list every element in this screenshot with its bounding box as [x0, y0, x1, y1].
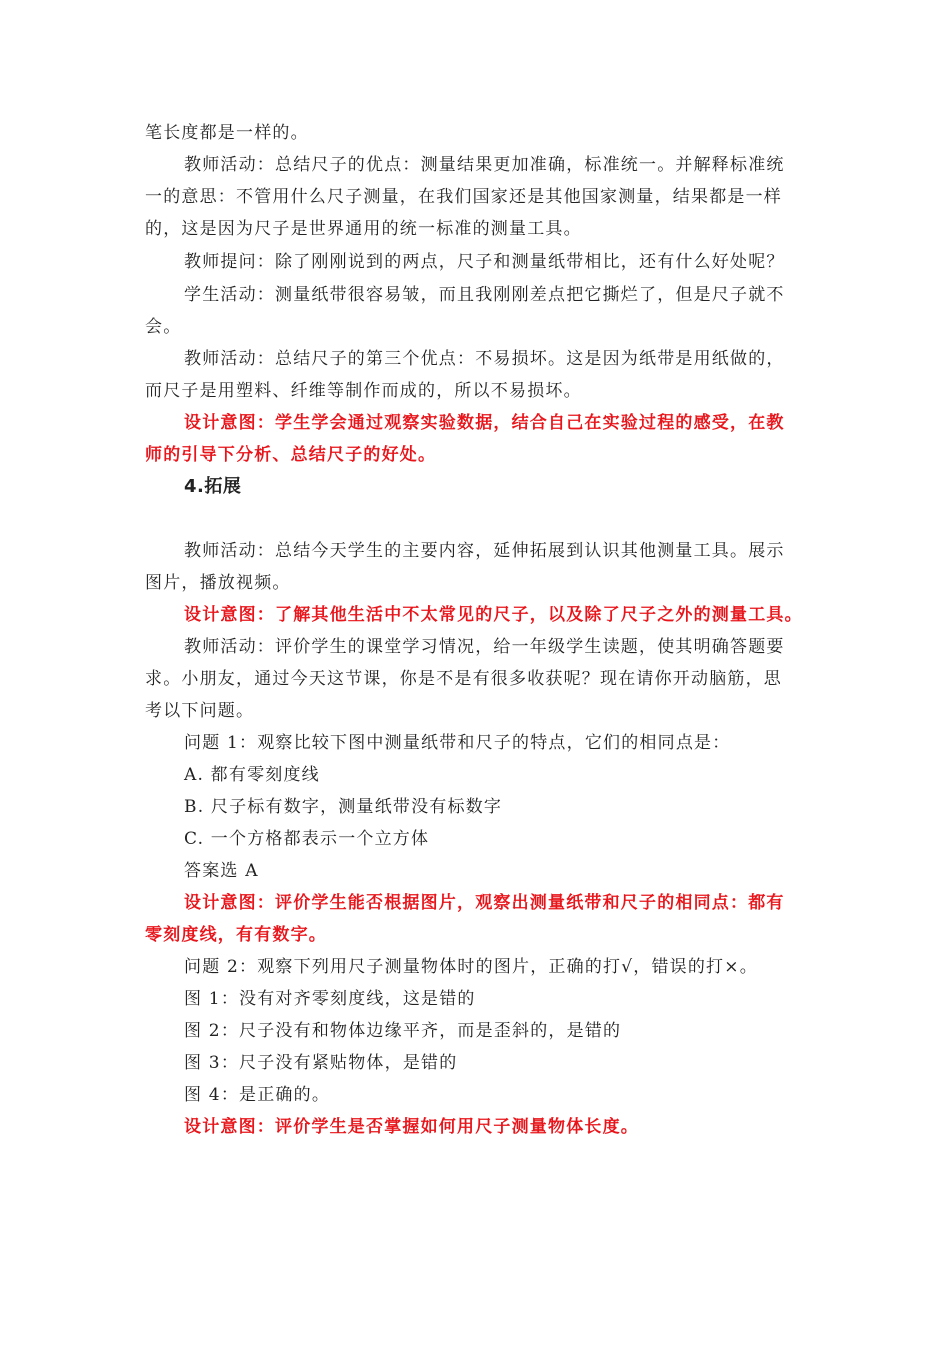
paragraph-line: 考以下问题。	[145, 701, 255, 721]
figure-note-line: 图 4：是正确的。	[184, 1085, 331, 1105]
paragraph-line: 学生活动：测量纸带很容易皱，而且我刚刚差点把它撕烂了，但是尺子就不	[184, 285, 785, 305]
question-line: 问题 2：观察下列用尺子测量物体时的图片，正确的打√，错误的打×。	[184, 957, 758, 977]
paragraph-line: 会。	[145, 317, 182, 337]
paragraph-line: 教师活动：总结今天学生的主要内容，延伸拓展到认识其他测量工具。展示	[184, 541, 785, 561]
design-intent-line: 设计意图：学生学会通过观察实验数据，结合自己在实验过程的感受，在教	[184, 413, 785, 433]
paragraph-line: 教师活动：总结尺子的优点：测量结果更加准确，标准统一。并解释标准统	[184, 155, 785, 175]
question-line: 问题 1：观察比较下图中测量纸带和尺子的特点，它们的相同点是：	[184, 733, 731, 753]
option-b: B. 尺子标有数字，测量纸带没有标数字	[184, 797, 503, 817]
option-a: A. 都有零刻度线	[184, 765, 320, 785]
answer-line: 答案选 A	[184, 861, 259, 881]
figure-note-line: 图 3：尺子没有紧贴物体，是错的	[184, 1053, 458, 1073]
section-heading: 4.拓展	[184, 476, 242, 497]
design-intent-line: 师的引导下分析、总结尺子的好处。	[145, 445, 437, 465]
paragraph-line: 教师活动：评价学生的课堂学习情况，给一年级学生读题，使其明确答题要	[184, 637, 785, 657]
option-c: C. 一个方格都表示一个立方体	[184, 829, 430, 849]
paragraph-line: 的，这是因为尺子是世界通用的统一标准的测量工具。	[145, 219, 582, 239]
paragraph-line: 而尺子是用塑料、纤维等制作而成的，所以不易损坏。	[145, 381, 582, 401]
paragraph-line: 求。小朋友，通过今天这节课，你是不是有很多收获呢？现在请你开动脑筋，思	[145, 669, 782, 689]
figure-note-line: 图 2：尺子没有和物体边缘平齐，而是歪斜的，是错的	[184, 1021, 622, 1041]
design-intent-line: 设计意图：了解其他生活中不太常见的尺子，以及除了尺子之外的测量工具。	[184, 605, 803, 625]
paragraph-line: 教师提问：除了刚刚说到的两点，尺子和测量纸带相比，还有什么好处呢？	[184, 252, 785, 272]
paragraph-line: 图片，播放视频。	[145, 573, 291, 593]
design-intent-line: 设计意图：评价学生能否根据图片，观察出测量纸带和尺子的相同点：都有	[184, 893, 785, 913]
paragraph-line: 笔长度都是一样的。	[145, 123, 309, 143]
paragraph-line: 教师活动：总结尺子的第三个优点：不易损坏。这是因为纸带是用纸做的，	[184, 349, 785, 369]
figure-note-line: 图 1：没有对齐零刻度线，这是错的	[184, 989, 476, 1009]
design-intent-line: 零刻度线，有有数字。	[145, 925, 327, 945]
design-intent-line: 设计意图：评价学生是否掌握如何用尺子测量物体长度。	[184, 1117, 639, 1137]
paragraph-line: 一的意思：不管用什么尺子测量，在我们国家还是其他国家测量，结果都是一样	[145, 187, 782, 207]
